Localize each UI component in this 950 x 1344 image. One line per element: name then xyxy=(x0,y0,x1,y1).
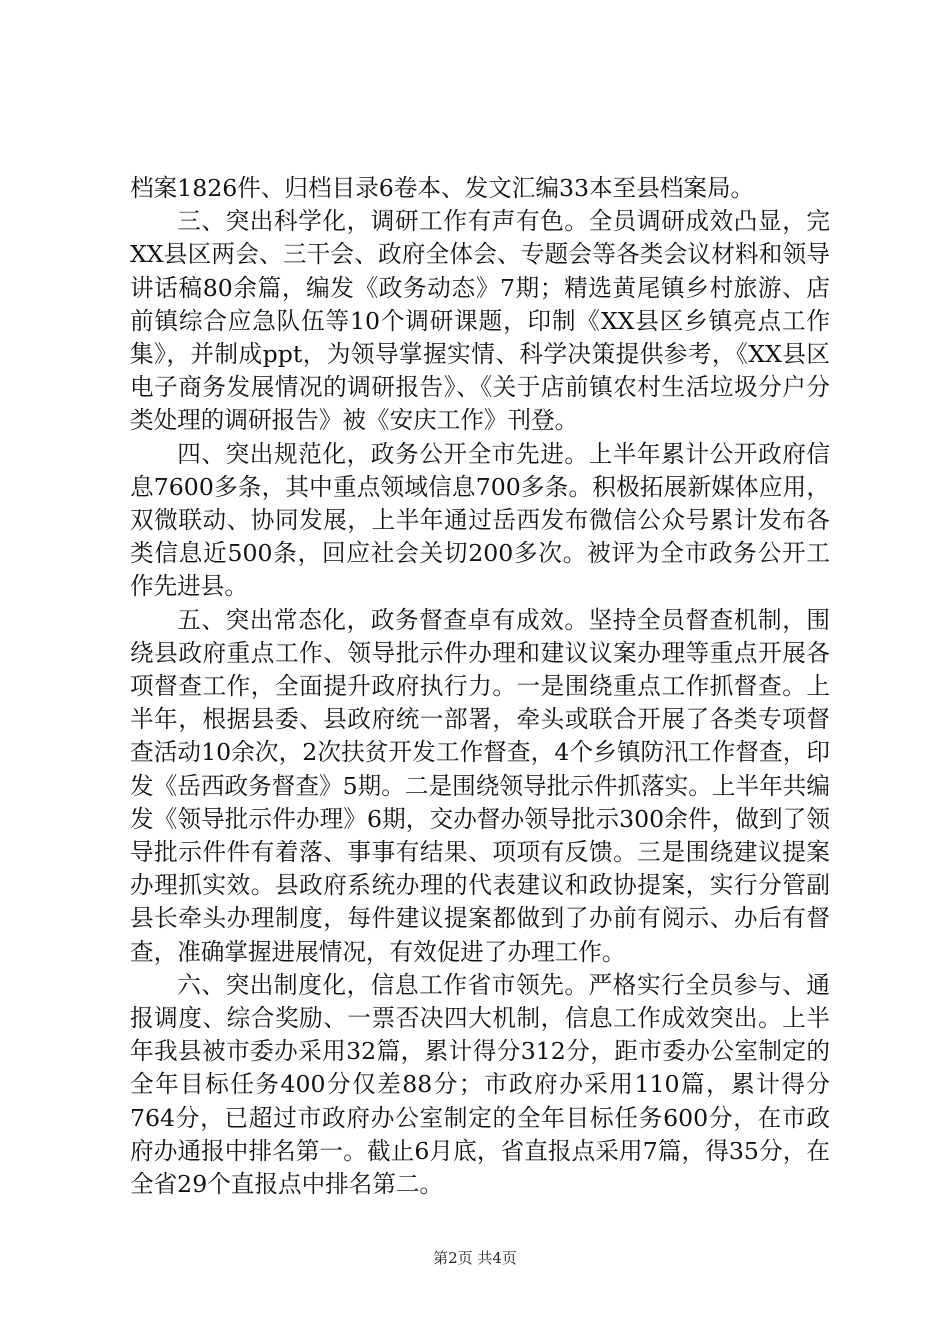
paragraph-section-three: 三、突出科学化，调研工作有声有色。全员调研成效凸显，完XX县区两会、三干会、政府全体会、专题会等各类会议材料和领导讲话稿80余篇，编发《政务动态》7期；精选黄尾镇乡村旅游、店前镇综合应急队伍等10个调研课题，印制《XX县区乡镇亮点工作集》，并制成ppt，为领导掌握实情、科学决策提供参考，《XX县区电子商务发展情况的调研报告》、《关于店前镇农村生活垃圾分户分类处理的调研报告》被《安庆工作》刊登。 xyxy=(130,207,830,435)
paragraph-section-five: 五、突出常态化，政务督查卓有成效。坚持全员督查机制，围绕县政府重点工作、领导批示件办理和建议议案办理等重点开展各项督查工作，全面提升政府执行力。一是围绕重点工作抓督查。上半年，根据县委、县政府统一部署，牵头或联合开展了各类专项督查活动10余次，2次扶贫开发工作督查，4个乡镇防汛工作督查，印发《岳西政务督查》5期。二是围绕领导批示件抓落实。上半年共编发《领导批示件办理》6期，交办督办领导批示300余件，做到了领导批示件件有着落、事事有结果、项项有反馈。三是围绕建议提案办理抓实效。县政府系统办理的代表建议和政协提案，实行分管副县长牵头办理制度，每件建议提案都做到了办前有阅示、办后有督查，准确掌握进展情况，有效促进了办理工作。 xyxy=(130,605,830,966)
paragraph-section-six: 六、突出制度化，信息工作省市领先。严格实行全员参与、通报调度、综合奖励、一票否决四大机制，信息工作成效突出。上半年我县被市委办采用32篇，累计得分312分，距市委办公室制定的全年目标任务400分仅差88分；市政府办采用110篇，累计得分764分，已超过市政府办公室制定的全年目标任务600分，在市政府办通报中排名第一。截止6月底，省直报点采用7篇，得35分，在全省29个直报点中排名第二。 xyxy=(130,970,830,1199)
paragraph-section-four: 四、突出规范化，政务公开全市先进。上半年累计公开政府信息7600多条，其中重点领域信息700多条。积极拓展新媒体应用，双微联动、协同发展，上半年通过岳西发布微信公众号累计发布各类信息近500条，回应社会关切200多次。被评为全市政务公开工作先进县。 xyxy=(130,439,830,601)
paragraph-continuation: 档案1826件、归档目录6卷本、发文汇编33本至县档案局。 xyxy=(130,174,755,202)
page-footer: 第2页 共4页 xyxy=(433,1249,517,1267)
document-body xyxy=(130,172,830,1201)
